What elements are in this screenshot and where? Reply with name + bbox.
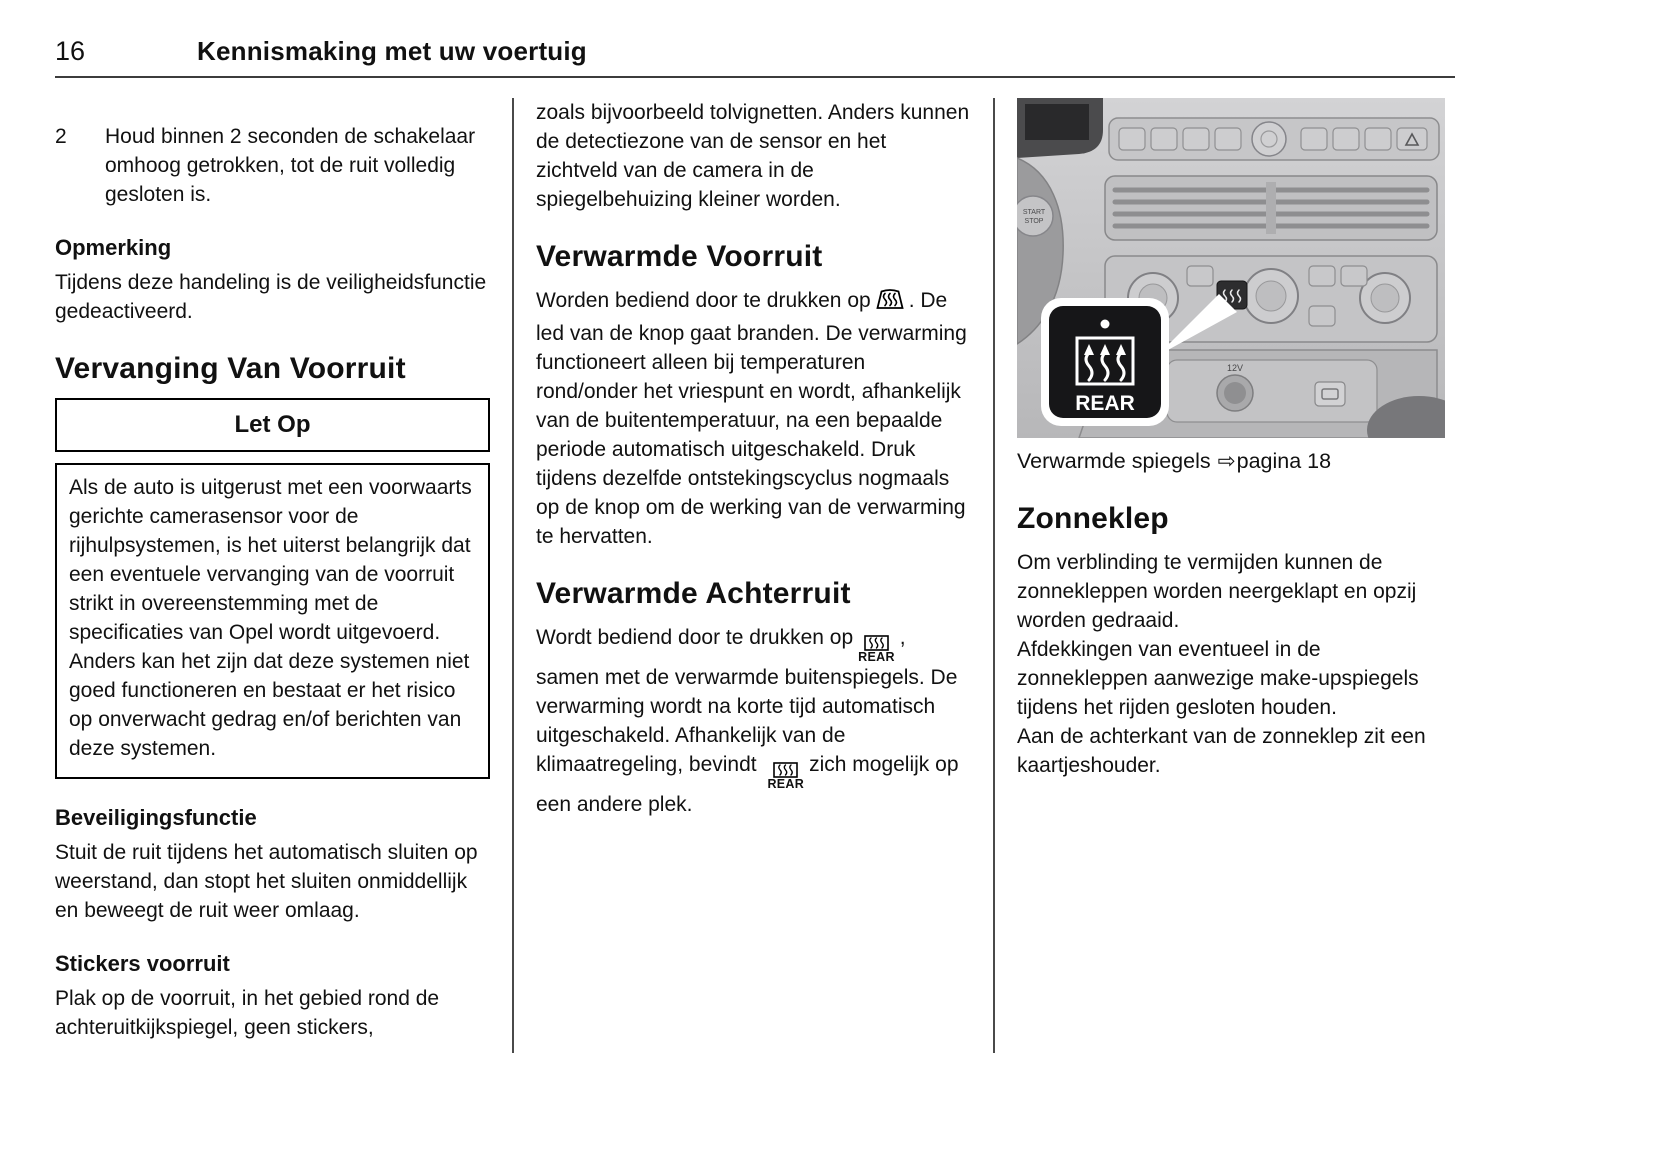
step-text: Houd binnen 2 seconden de schakelaar omhoog getrokken, tot de ruit volledig gesloten is.: [105, 125, 476, 206]
section-heading-sun-visor: Zonneklep: [1017, 502, 1169, 535]
section-heading-windscreen-replacement: Vervanging Van Voorruit: [55, 352, 406, 385]
middle-column: [536, 98, 971, 1053]
note-text: Tijdens deze handeling is de veiligheidsfunctie gedeactiveerd.: [55, 271, 487, 323]
chapter-title: Kennismaking met uw voertuig: [197, 36, 587, 66]
column-divider-left: [512, 98, 514, 1053]
section-heading-heated-windscreen: Verwarmde Voorruit: [536, 240, 823, 273]
sun-visor-paragraph-2: Afdekkingen van eventueel in de zonnekleppen aanwezige make-upspiegels tijdens het rijden gesloten houden.: [1017, 638, 1419, 719]
sun-visor-paragraph-1: Om verblinding te vermijden kunnen de zonnekleppen worden neergeklapt en opzij worden gedraaid.: [1017, 551, 1417, 632]
figure-caption: [1017, 447, 1452, 476]
center-console-illustration: [1017, 98, 1445, 438]
page-number: 16: [55, 36, 86, 66]
subheading-safety-function: Beveiligingsfunctie: [55, 805, 257, 830]
led-dot: [1101, 320, 1110, 329]
usb-port: [1315, 382, 1345, 406]
rear-text-2: , samen met de verwarmde buitenspiegels. De verwarming wordt na korte tijd automatisch uitgeschakeld. Afhankelijk van de klimaatregeling, bevindt: [536, 626, 958, 776]
heated-rear-window-icon-2: [767, 762, 804, 790]
caption-reference: pagina 18: [1236, 449, 1332, 473]
heated-windscreen-paragraph: [536, 286, 971, 551]
caution-box: [55, 398, 490, 779]
volume-knob: [1252, 122, 1286, 156]
note-heading: Opmerking: [55, 235, 172, 260]
callout-rear-label: REAR: [1075, 392, 1135, 415]
left-column: [55, 98, 490, 1053]
start-stop-button: [1017, 196, 1053, 236]
safety-function-text: Stuit de ruit tijdens het automatisch sluiten op weerstand, dan stopt het sluiten onmiddellijk en beweegt de ruit weer omlaag.: [55, 841, 478, 922]
rear-text-1: Wordt bediend door te drukken op: [536, 626, 854, 649]
rear-text-3: zich mogelijk op een andere plek.: [536, 753, 959, 816]
caution-body: Als de auto is uitgerust met een voorwaarts gerichte camerasensor voor de rijhulpsystemen, is het uiterst belangrijk dat een eventuele vervanging van de voorruit strikt in overeenstemming met de specificaties van Opel wordt uitgevoerd. Anders kan het zijn dat deze systemen niet goed functioneren en bestaat er het risico op onverwacht gedrag en/of berichten van deze systemen.: [55, 463, 490, 779]
numbered-step: [55, 122, 490, 209]
heated-windscreen-text-before: Worden bediend door te drukken op: [536, 289, 871, 312]
stop-label: STOP: [1024, 218, 1044, 225]
caution-title: Let Op: [55, 398, 490, 452]
console-figure: [1017, 98, 1445, 438]
start-label: START: [1022, 209, 1046, 216]
caption-text: Verwarmde spiegels: [1017, 449, 1211, 473]
heated-rear-window-paragraph: [536, 623, 971, 819]
rear-icon-label: REAR: [858, 650, 895, 664]
rear-icon-label-2: REAR: [767, 777, 805, 791]
page-header: [55, 36, 1455, 67]
content-columns: [55, 98, 1455, 1053]
subheading-windscreen-stickers: Stickers voorruit: [55, 951, 230, 976]
column-divider-right: [993, 98, 995, 1053]
step-number: 2: [55, 125, 67, 148]
socket-label: 12V: [1226, 363, 1244, 373]
stickers-continuation-text: zoals bijvoorbeeld tolvignetten. Anders kunnen de detectiezone van de sensor en het zichtveld van de camera in de spiegelbehuizing kleiner worden.: [536, 101, 970, 211]
heated-rear-window-icon: [858, 635, 895, 663]
sun-visor-text: [1017, 548, 1452, 780]
heated-windscreen-text-after: . De led van de knop gaat branden. De verwarming functioneert alleen bij temperaturen rond/onder het vriespunt en wordt, afhankelijk van de buitentemperatuur, na een bepaalde periode automatisch uitgeschakeld. Druk tijdens dezelfde ontstekingscyclus nogmaals op de knop om de werking van de verwarming te hervatten.: [536, 289, 967, 548]
sun-visor-paragraph-3: Aan de achterkant van de zonneklep zit een kaartjeshouder.: [1017, 725, 1426, 777]
right-column: [1017, 98, 1452, 1053]
header-rule: [55, 76, 1455, 78]
heated-windscreen-icon: [875, 287, 905, 319]
windscreen-stickers-text: Plak op de voorruit, in het gebied rond de achteruitkijkspiegel, geen stickers,: [55, 987, 440, 1039]
section-heading-heated-rear-window: Verwarmde Achterruit: [536, 577, 851, 610]
cross-reference-arrow: ⇨: [1217, 449, 1236, 473]
